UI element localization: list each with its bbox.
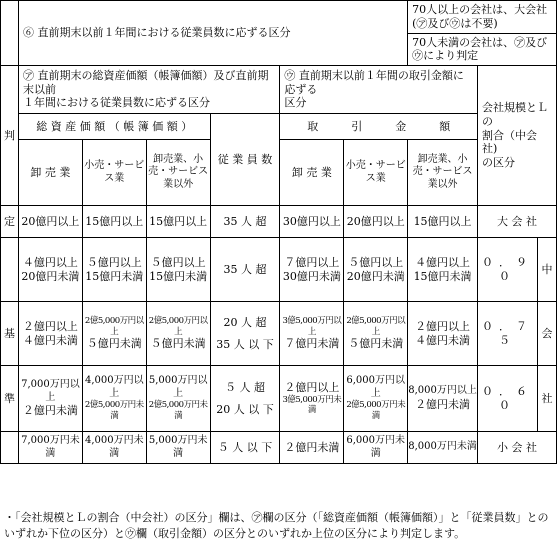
table-cell: 8,000万円以上 ２億円未満 — [408, 366, 478, 432]
employees-header: 従 業 員 数 — [210, 114, 280, 206]
side-label-blank — [1, 1, 19, 66]
table-cell: 3億5,000万円以上 ７億円未満 — [280, 302, 344, 366]
table-cell: 15億円以上 — [82, 206, 146, 238]
middle-company-label-1: 中 — [537, 238, 556, 302]
table-cell: 20 人 超 35 人 以 下 — [210, 302, 280, 366]
table-cell: ５億円以上 20億円未満 — [344, 238, 408, 302]
table-cell: 2億5,000万円以上 ５億円未満 — [344, 302, 408, 366]
result-large-company: 大 会 社 — [478, 206, 557, 238]
table-cell: 4,000万円未満 — [82, 432, 146, 464]
table-cell: 6,000万円以上 2億5,000万円未満 — [344, 366, 408, 432]
table-cell: 2億5,000万円以上 ５億円未満 — [146, 302, 210, 366]
rule-under-70: 70人未満の会社は、㋐及び㋒により判定 — [408, 33, 557, 66]
table-cell: ２億円以上 ４億円未満 — [18, 302, 82, 366]
table-cell: 30億円以上 — [280, 206, 344, 238]
result-header-line-1: 会社規模とＬの — [482, 101, 548, 128]
assets-col-other: 卸売業、小売・サービス業以外 — [146, 140, 210, 206]
table-cell: 15億円以上 — [146, 206, 210, 238]
table-cell: 8,000万円未満 — [408, 432, 478, 464]
sales-col-retail: 小売・サービス業 — [344, 140, 408, 206]
result-header-line-2: 割合（中会社) — [482, 128, 537, 156]
table-cell: 35 人 超 — [210, 206, 280, 238]
table-cell: ７億円以上 30億円未満 — [280, 238, 344, 302]
rule-70-or-more: 70人以上の会社は、大会社(㋐及び㋒は不要) — [408, 1, 557, 34]
sales-section-title-1: 直前期末以前１年間の取引金額に応ずる — [284, 68, 464, 96]
table-cell: 15億円以上 — [408, 206, 478, 238]
footnote: ・「会社規模とＬの割合（中会社）の区分」欄は、㋐欄の区分（「総資産価額（帳簿価額）」と「従業員数」とのいずれか下位の区分）と㋒欄（取引金額）の区分とのいずれか上位の区分により判定します。 — [4, 511, 549, 540]
table-cell: ５億円以上 15億円未満 — [146, 238, 210, 302]
side-label-blank — [1, 238, 19, 302]
result-small-company: 小 会 社 — [478, 432, 557, 464]
assets-circle-label: ㋐ — [22, 68, 34, 82]
table-cell: ５ 人 超 20 人 以 下 — [210, 366, 280, 432]
assets-col-retail: 小売・サービス業 — [82, 140, 146, 206]
sales-section-header — [280, 66, 478, 114]
assets-subheader: 総 資 産 価 額 （ 帳 簿 価 額 ） — [18, 114, 210, 140]
table-cell: 35 人 超 — [210, 238, 280, 302]
result-section-header — [478, 66, 557, 206]
table-cell: ２億円以上 ４億円未満 — [408, 302, 478, 366]
sales-col-other: 卸売業、小売・サービス業以外 — [408, 140, 478, 206]
table-cell: ２億円以上 3億5,000万円未満 — [280, 366, 344, 432]
table-cell: 4,000万円以上 2億5,000万円未満 — [82, 366, 146, 432]
middle-company-label-2: 会 — [537, 302, 556, 366]
table-cell: 5,000万円以上 2億5,000万円未満 — [146, 366, 210, 432]
assets-section-title-1: 直前期末の総資産価額（帳簿価額）及び直前期末以前 — [22, 68, 269, 96]
sales-circle-label: ㋒ — [284, 68, 296, 82]
table-cell: ４億円以上 15億円未満 — [408, 238, 478, 302]
table-cell: ２億円未満 — [280, 432, 344, 464]
table-cell: 6,000万円未満 — [344, 432, 408, 464]
sales-subheader: 取 引 金 額 — [280, 114, 478, 140]
table-cell: ４億円以上 20億円未満 — [18, 238, 82, 302]
employee-criterion-title: 直前期末以前１年間における従業員数に応ずる区分 — [37, 26, 291, 40]
table-cell: 7,000万円未満 — [18, 432, 82, 464]
result-header-line-3: の区分 — [482, 156, 515, 170]
table-cell: 5,000万円未満 — [146, 432, 210, 464]
side-label-han: 判 — [1, 66, 19, 206]
assets-section-header — [18, 66, 279, 114]
table-cell: ５ 人 以 下 — [210, 432, 280, 464]
assets-section-title-2: １年間における従業員数に応ずる区分 — [22, 96, 210, 110]
side-label-jun: 準 — [1, 366, 19, 432]
criterion-circle-label: ⑥ — [22, 26, 34, 40]
middle-company-label-3: 社 — [537, 366, 556, 432]
sales-section-title-2: 区分 — [284, 96, 307, 110]
sales-col-wholesale: 卸 売 業 — [280, 140, 344, 206]
table-cell: ５億円以上 15億円未満 — [82, 238, 146, 302]
result-ratio-090: ０．９０ — [478, 238, 538, 302]
side-label-tei: 定 — [1, 206, 19, 238]
table-cell: 7,000万円以上 ２億円未満 — [18, 366, 82, 432]
result-ratio-075: ０．７５ — [478, 302, 538, 366]
side-label-blank — [1, 432, 19, 464]
table-cell: 20億円以上 — [344, 206, 408, 238]
result-ratio-060: ０．６０ — [478, 366, 538, 432]
table-cell: 2億5,000万円以上 ５億円未満 — [82, 302, 146, 366]
table-cell: 20億円以上 — [18, 206, 82, 238]
employee-criterion-header — [18, 1, 407, 66]
assets-col-wholesale: 卸 売 業 — [18, 140, 82, 206]
side-label-ki: 基 — [1, 302, 19, 366]
